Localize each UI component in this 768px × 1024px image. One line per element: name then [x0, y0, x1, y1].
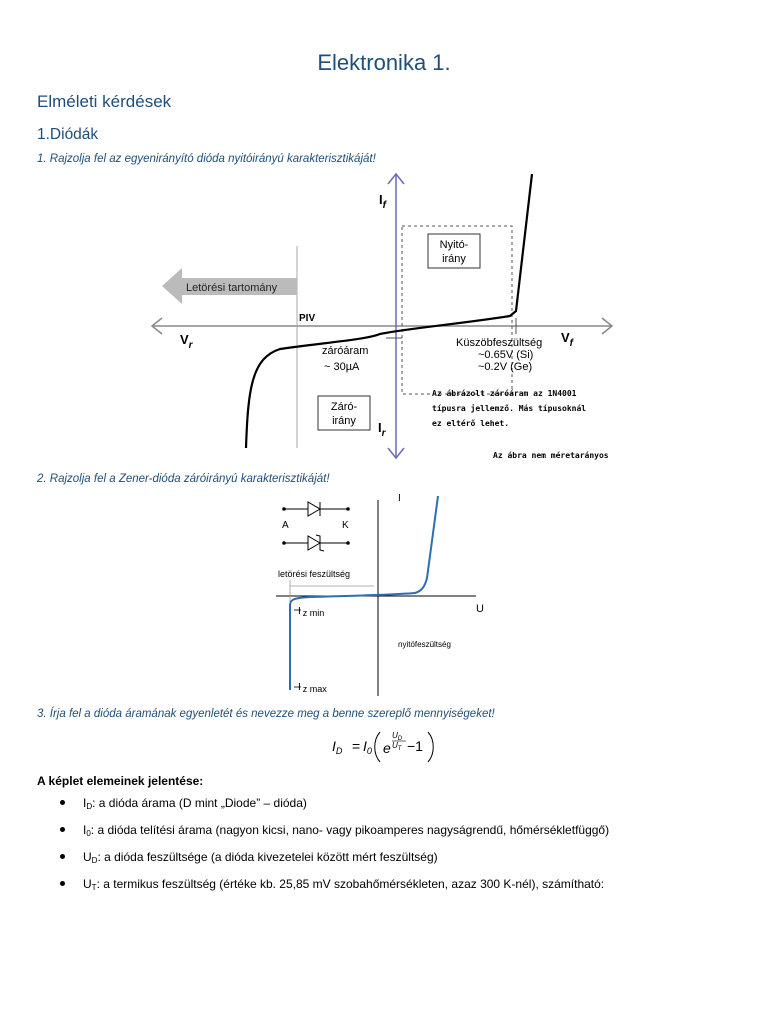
diode-equation [330, 728, 440, 764]
zener-symbol-icon [282, 535, 350, 551]
note-line-2: típusra jellemző. Más típusoknál [432, 404, 587, 413]
question-1: 1. Rajzolja fel az egyenirányító dióda nyitóirányú karakterisztikáját! [37, 153, 376, 165]
threshold-label: Küszöbfeszültség [456, 337, 543, 349]
page-title: Elektronika 1. [317, 50, 451, 75]
diode-characteristic-diagram [140, 168, 630, 466]
note-line-3: ez eltérő lehet. [432, 419, 510, 428]
reverse-current-value: ~ 30µA [324, 361, 360, 373]
bullet-icon [60, 800, 65, 805]
list-item: $U_D$: a dióda feszültsége (a dióda kivezetelei között mért feszültség) [37, 844, 737, 871]
list-item: $U_T$: a termikus feszültség (értéke kb. 25,85 mV szobahőmérsékleten, azaz 300 K-nél), számítható: [37, 871, 737, 898]
list-item: $I_0$: a dióda telítési árama (nagyon kicsi, nano- vagy pikoamperes nagyságrendű, hőmérsékletfüggő) [37, 817, 737, 844]
threshold-ge: ~0.2V (Ge) [478, 361, 533, 373]
axis-label-vf: $V_f$ [561, 330, 574, 349]
axis-label-ir: $I_r$ [378, 420, 386, 439]
question-3: 3. Írja fel a dióda áramának egyenletét és nevezze meg a benne szereplő mennyiségeket! [37, 708, 495, 720]
bullet-icon [60, 881, 65, 886]
breakdown-label: Letörési tartomány [186, 282, 278, 294]
formula-equals: = [352, 738, 361, 754]
section-heading: Elméleti kérdések [37, 92, 172, 111]
bullet-icon [60, 827, 65, 832]
formula-lhs: $I_D$ [332, 738, 343, 756]
formula-i0: $I_0$ [363, 738, 372, 756]
cathode-label: K [342, 520, 349, 531]
right-paren-icon [428, 732, 433, 762]
formula-exp-den: $U_T$ [392, 741, 402, 752]
zener-characteristic-diagram [270, 490, 500, 700]
forward-box-line-2: irány [442, 253, 466, 265]
izmin-label: I z min [298, 606, 325, 618]
list-item: $I_D$: a dióda árama (D mint „Diode” – dióda) [37, 790, 737, 817]
scale-note: Az ábra nem méretarányos [493, 451, 609, 460]
breakdown-voltage-label: letörési feszültség [278, 569, 351, 579]
threshold-si: ~0.65V (Si) [478, 349, 534, 361]
formula-minus-one: −1 [407, 738, 423, 754]
zener-curve [290, 496, 438, 690]
axis-label-if: $I_f$ [379, 192, 386, 211]
formula-e: e [383, 740, 391, 756]
forward-box-line-1: Nyitó- [439, 239, 469, 251]
reverse-box-line-2: irány [332, 415, 356, 427]
note-line-1: Az ábrázolt záróáram az 1N4001 [432, 389, 577, 398]
forward-voltage-label: nyitófeszültség [398, 640, 451, 649]
reverse-box-line-1: Záró- [330, 401, 358, 413]
izmax-label: I z max [298, 682, 327, 694]
reverse-current-label: záróáram [322, 345, 369, 357]
bullet-icon [60, 854, 65, 859]
piv-label: PIV [299, 313, 316, 324]
anode-label: A [282, 520, 289, 531]
formula-exp-num: $U_D$ [392, 731, 403, 742]
subsection-heading: 1.Diódák [37, 126, 99, 143]
left-paren-icon [375, 732, 380, 762]
zener-axis-u: U [476, 603, 484, 615]
zener-axis-i: I [398, 493, 401, 504]
question-2: 2. Rajzolja fel a Zener-dióda záróirányú karakterisztikáját! [37, 473, 330, 485]
diode-symbol-icon [282, 502, 350, 516]
axis-label-vr: $V_r$ [180, 332, 193, 351]
legend-heading: A képlet elemeinek jelentése: [37, 774, 204, 788]
legend-list [37, 790, 737, 898]
